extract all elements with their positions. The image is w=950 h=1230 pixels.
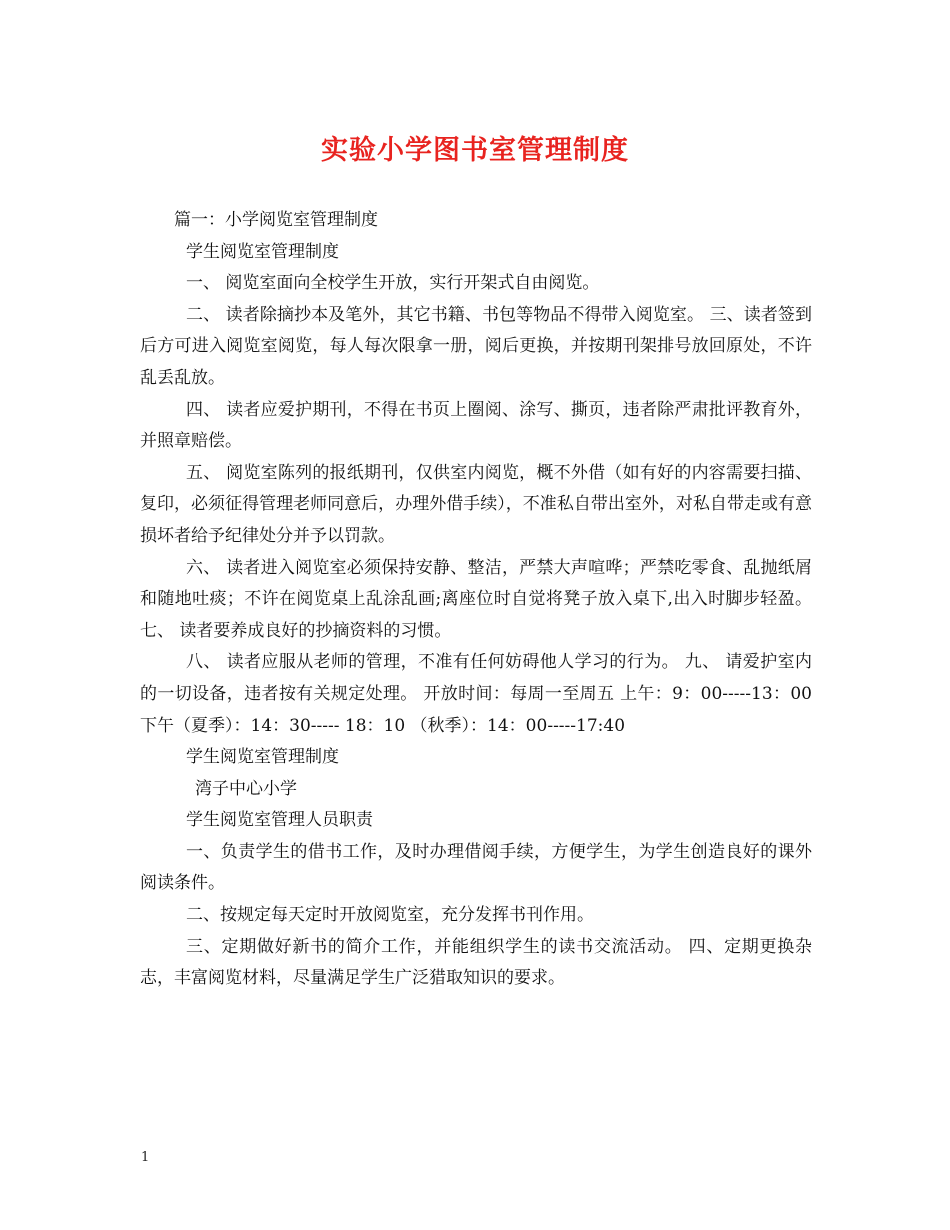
page-number: 1 [141,1150,150,1165]
paragraph-duties-heading: 学生阅览室管理人员职责 [186,810,373,831]
paragraph-duty-1: 一、负责学生的借书工作，及时办理借阅手续，方便学生，为学生创造良好的课外阅读条件。 [140,841,812,894]
paragraph-rule-1: 一、 阅览室面向全校学生开放，实行开架式自由阅览。 [186,273,600,294]
paragraph-rule-2-3: 二、 读者除摘抄本及笔外，其它书籍、书包等物品不得带入阅览室。 三、读者签到后方可进入阅览室阅览，每人每次限拿一册，阅后更换，并按期刊架排号放回原处，不许乱丢乱放。 [140,304,812,388]
paragraph-rule-6-7: 六、 读者进入阅览室必须保持安静、整洁，严禁大声喧哗；严禁吃零食、乱抛纸屑和随地吐痰；不许在阅览桌上乱涂乱画;离座位时自觉将凳子放入桌下,出入时脚步轻盈。 七、 读者要养成良好的抄摘资料的习惯。 [140,557,812,641]
paragraph-duty-2: 二、按规定每天定时开放阅览室，充分发挥书刊作用。 [186,905,594,926]
paragraph-school-name: 湾子中心小学 [195,778,297,799]
paragraph-subheading: 学生阅览室管理制度 [186,241,339,262]
paragraph-section-heading: 篇一：小学阅览室管理制度 [174,210,378,230]
paragraph-subheading-repeat: 学生阅览室管理制度 [186,747,339,768]
paragraph-duty-3-4: 三、定期做好新书的简介工作，并能组织学生的读书交流活动。 四、定期更换杂志，丰富阅览材料，尽量满足学生广泛猎取知识的要求。 [140,936,812,989]
paragraph-rule-8-9: 八、 读者应服从老师的管理，不准有任何妨碍他人学习的行为。 九、 请爱护室内的一切设备，违者按有关规定处理。 开放时间：每周一至周五 上午：9：00-----13：00 下午（夏季）：14：30----- 18：10 （秋季）：14：00-----17:40 [140,652,812,736]
paragraph-rule-4: 四、 读者应爱护期刊，不得在书页上圈阅、涂写、撕页，违者除严肃批评教育外，并照章赔偿。 [140,399,812,452]
document-title: 实验小学图书室管理制度 [321,135,629,166]
document-body [140,205,812,995]
paragraph-rule-5: 五、 阅览室陈列的报纸期刊，仅供室内阅览，概不外借（如有好的内容需要扫描、复印，必须征得管理老师同意后，办理外借手续），不准私自带出室外，对私自带走或有意损坏者给予纪律处分并予以罚款。 [140,462,812,546]
